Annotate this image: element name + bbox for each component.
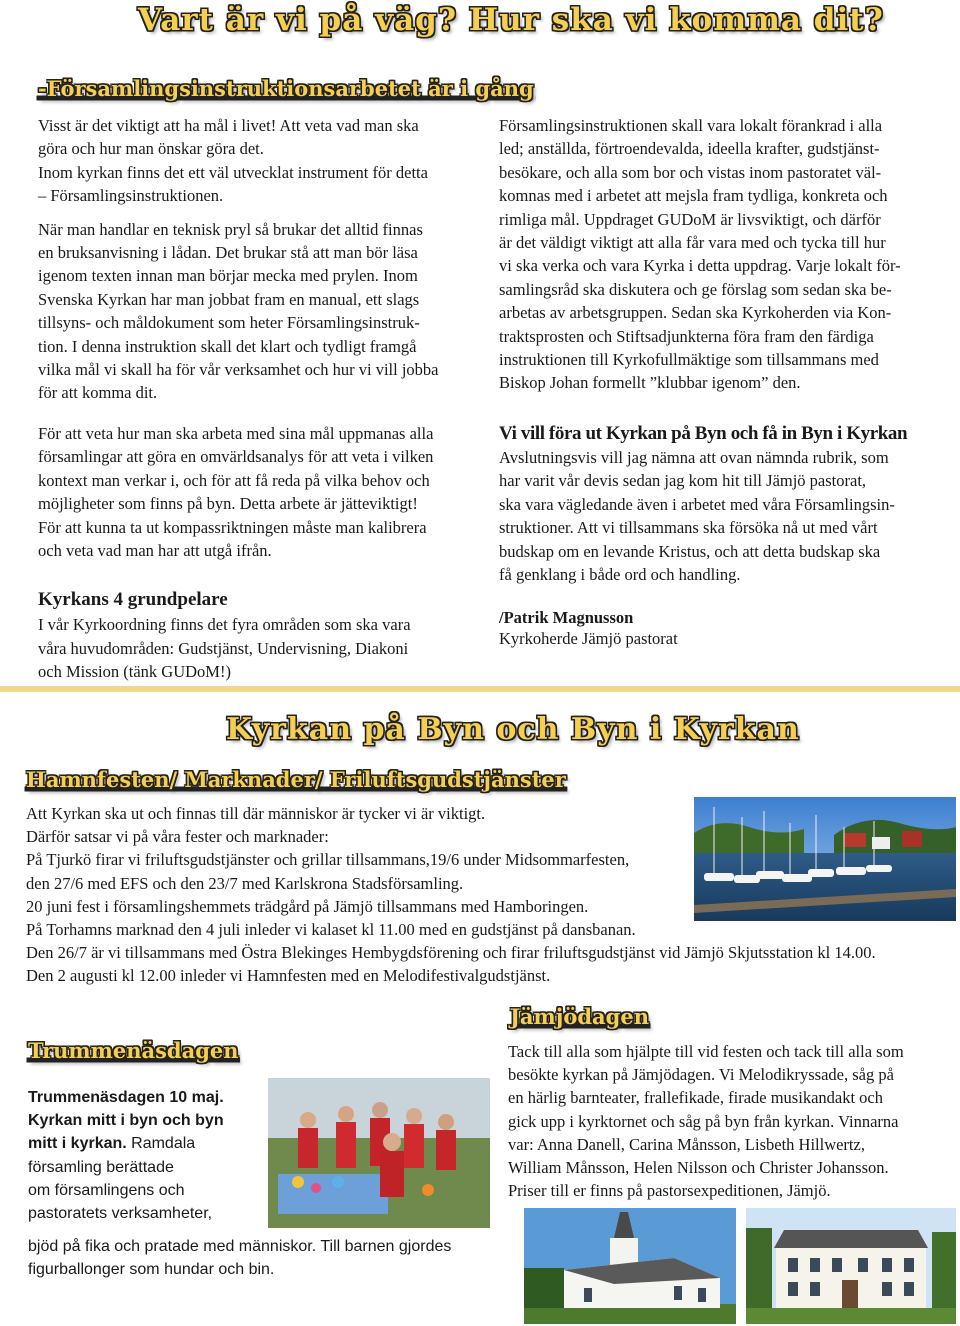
left-column bbox=[38, 114, 483, 684]
motto-heading: Vi vill föra ut Kyrkan på Byn och få in Byn i Kyrkan bbox=[499, 422, 908, 444]
hamnfesten-heading: Hamnfesten/ Marknader/ Friluftsgudstjänster bbox=[26, 767, 566, 792]
signature-name: /Patrik Magnusson bbox=[499, 608, 634, 628]
manual-paragraph: När man handlar en teknisk pryl så brukar det alltid finnas en bruksanvisning i lådan. Det brukar stå att man bör läsa igenom texten innan man börjar mecka med prylen. Inom Svenska Kyrkan har man jobbat fram en manual, ett slags tillsyns- och måldokument som heter Församlingsinstruk- tion. I denna instruktion skall det klart och tydligt framgå vilka mål vi skall ha för vår verksamhet och hur vi vill jobba för att komma dit. bbox=[38, 219, 439, 403]
group-photo bbox=[268, 1078, 490, 1228]
pillars-paragraph: I vår Kyrkoordning finns det fyra områden som ska vara våra huvudområden: Gudstjänst, Undervisning, Diakoni och Mission (tänk GUDoM!) bbox=[38, 615, 411, 682]
trummenasdagen-text-wide: bjöd på fika och pratade med människor. Till barnen gjordes figurballonger som hundar och bin. bbox=[28, 1238, 452, 1279]
jamjodagen-heading: Jämjödagen bbox=[510, 1004, 649, 1029]
trummenasdagen-heading: Trummenäsdagen bbox=[28, 1038, 239, 1063]
right-column bbox=[499, 114, 944, 649]
hamnfesten-text: Att Kyrkan ska ut och finnas till där människor är tycker vi är viktigt. Därför satsar vi på våra fester och marknader: På Tjurkö firar vi friluftsgudstjänster och grillar tillsammans,19/6 under Midsommarfesten, den 27/6 med EFS och den 23/7 med Karlskrona Stadsförsamling. 20 juni fest i församlingshemmets trädgård på Jämjö tillsammans med Hamboringen. På Torhamns marknad den 4 juli inleder vi kalaset kl 11.00 med en gudstjänst på dansbanan. Den 26/7 är vi tillsammans med Östra Blekinges Hembygdsförening och firar friluftsgudstjänst vid Jämjö Skjutsstation kl 14.00. Den 2 augusti kl 12.00 inleder vi Hamnfesten med en Melodifestivalgudstjänst. bbox=[26, 804, 876, 986]
section-divider bbox=[0, 686, 960, 692]
jamjodagen-text: Tack till alla som hjälpte till vid festen och tack till alla som besökte kyrkan på Jämjödagen. Vi Melodikryssade, såg på en härlig barnteater, frallefikade, firade musikandakt och gick upp i kyrktornet och såg på byn från kyrkan. Vinnarna var: Anna Danell, Carina Månsson, Lisbeth Hillwertz, William Månsson, Helen Nilsson och Christer Johansson. Priser till er finns på pastorsexpeditionen, Jämjö. bbox=[508, 1042, 904, 1201]
section-subtitle: -Församlingsinstruktionsarbetet är i gång bbox=[38, 76, 534, 101]
closing-paragraph: Avslutningsvis vill jag nämna att ovan nämnda rubrik, som har varit vår devis sedan jag kom hit till Jämjö pastorat, ska vara vägledande även i arbetet med våra Församlingsin- struktioner. Att vi tillsammans ska försöka nå ut med vårt budskap om en levande Kristus, och att detta budskap ska få genklang i både ord och handling. bbox=[499, 447, 895, 584]
signature-role: Kyrkoherde Jämjö pastorat bbox=[499, 629, 678, 649]
house-photo bbox=[746, 1208, 956, 1324]
anchoring-paragraph: Församlingsinstruktionen skall vara lokalt förankrad i alla led; anställda, förtroendevalda, ideella krafter, gudstjänst- besökare, och alla som bor och vistas inom pastoratet väl- komnas med i arbetet att mejsla fram tydliga, konkreta och rimliga mål. Uppdraget GUDoM är livsviktigt, och därför är det väldigt viktigt att alla får vara med och tycka till hur vi ska verka och vara Kyrka i detta uppdrag. Varje lokalt för- samlingsråd ska diskutera och ge förslag som sedan ska be- arbetas av arbetsgruppen. Sedan ska Kyrkoherden via Kon- traktsprosten och Stiftsadjunkterna föra fram den färdiga instruktionen till Kyrkofullmäktige som tillsammans med Biskop Johan formellt ”klubbar igenom” den. bbox=[499, 116, 901, 393]
bottom-title: Kyrkan på Byn och Byn i Kyrkan bbox=[226, 712, 800, 747]
church-photo bbox=[524, 1208, 736, 1324]
pillars-heading: Kyrkans 4 grundpelare bbox=[38, 589, 228, 611]
main-title: Vart är vi på väg? Hur ska vi komma dit? bbox=[138, 2, 884, 38]
analysis-paragraph: För att veta hur man ska arbeta med sina mål uppmanas alla församlingar att göra en omvärldsanalys för att veta i vilken kontext man verkar i, och för att få reda på vilka behov och möjligheter som finns på byn. Detta arbete är jätteviktigt! För att kunna ta ut kompassriktningen måste man kalibrera och veta vad man har att utgå ifrån. bbox=[38, 423, 434, 560]
intro-paragraph: Visst är det viktigt att ha mål i livet! Att veta vad man ska göra och hur man önskar göra det. Inom kyrkan finns det ett väl utvecklat instrument för detta – Församlingsinstruktionen. bbox=[38, 116, 428, 206]
trummenasdagen-text: Trummenäsdagen 10 maj. Kyrkan mitt i byn och byn mitt i kyrkan. Ramdala församling berättade om församlingens och pastoratets verksamheter, bbox=[28, 1089, 224, 1223]
harbor-photo bbox=[694, 797, 956, 921]
